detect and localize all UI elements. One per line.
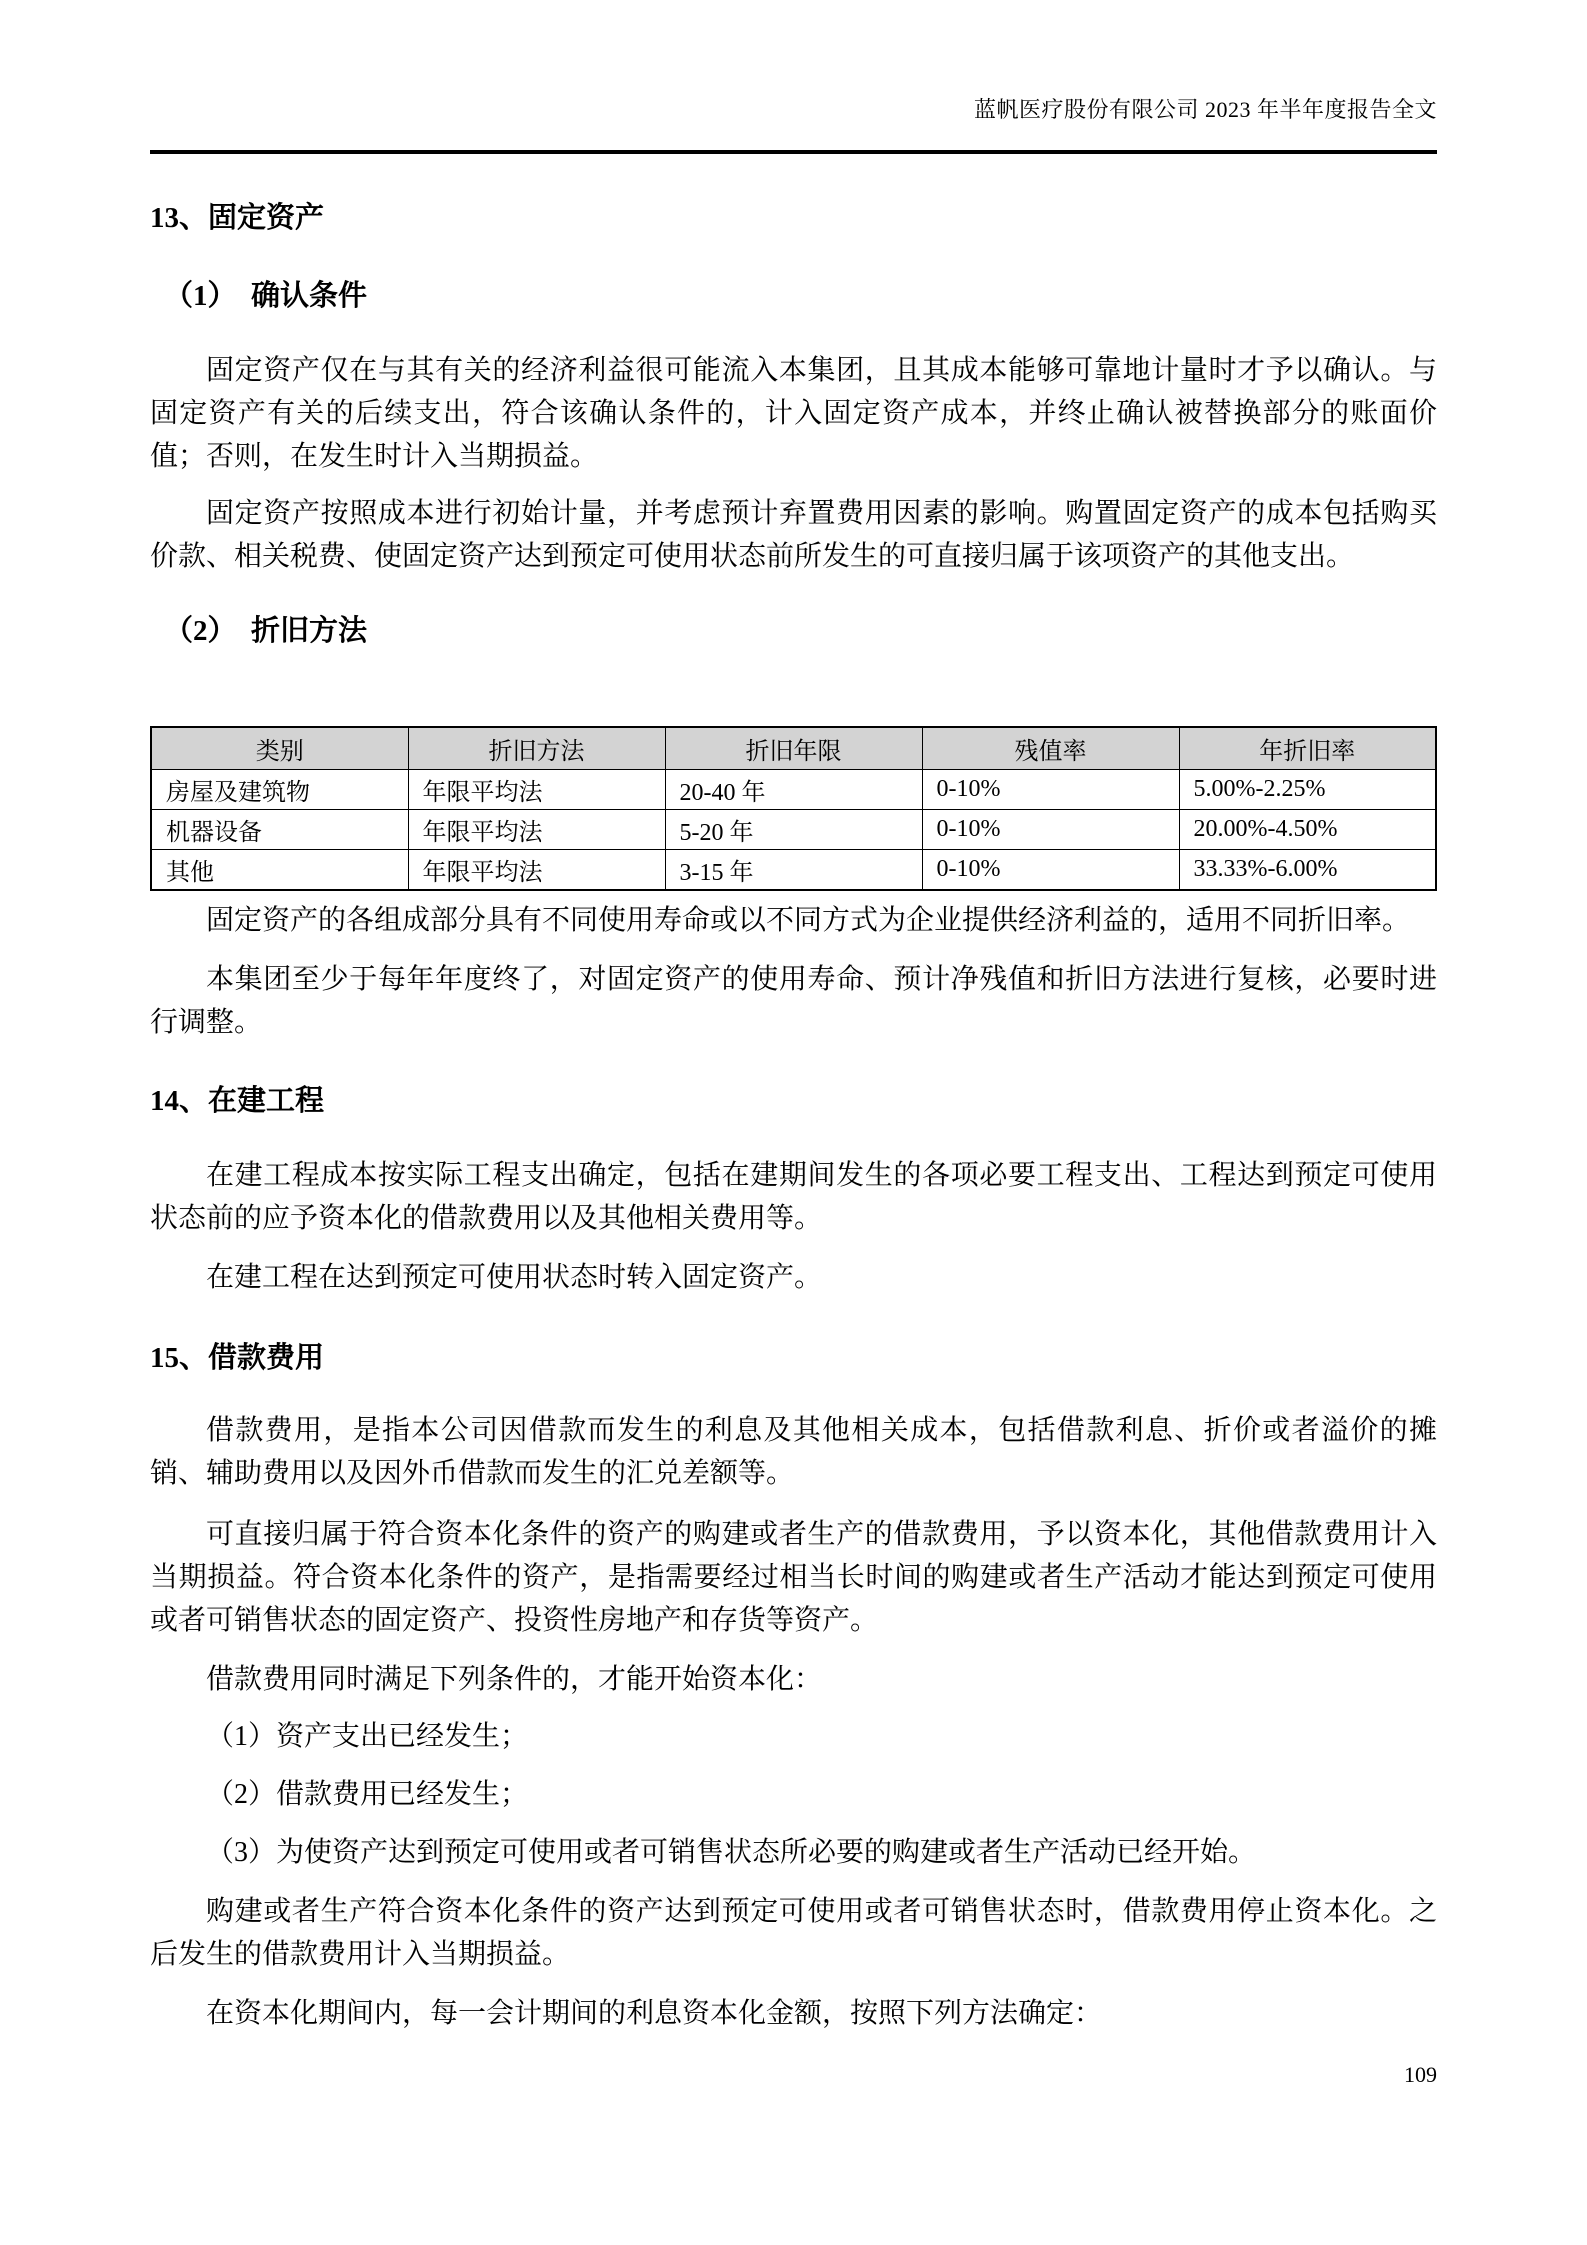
paragraph-depreciation-rates: 固定资产的各组成部分具有不同使用寿命或以不同方式为企业提供经济利益的，适用不同折旧率。 xyxy=(206,904,1411,936)
table-cell: 其他 xyxy=(151,849,408,890)
table-cell: 5-20 年 xyxy=(665,809,922,849)
paragraph-borrowing-cost-definition: 借款费用，是指本公司因借款而发生的利息及其他相关成本，包括借款利息、折价或者溢价的摊销、辅助费用以及因外币借款而发生的汇兑差额等。 xyxy=(150,1414,1437,1489)
list-item-condition-3: （3）为使资产达到预定可使用或者可销售状态所必要的购建或者生产活动已经开始。 xyxy=(206,1836,1257,1868)
paragraph-capitalization-scope: 可直接归属于符合资本化条件的资产的购建或者生产的借款费用，予以资本化，其他借款费用计入当期损益。符合资本化条件的资产，是指需要经过相当长时间的购建或者生产活动才能达到预定可使用或者可销售状态的固定资产、投资性房地产和存货等资产。 xyxy=(150,1518,1437,1636)
table-row xyxy=(151,849,1436,890)
table-cell: 机器设备 xyxy=(151,809,408,849)
table-row xyxy=(151,809,1436,849)
header-rule xyxy=(150,150,1437,154)
table-cell: 年限平均法 xyxy=(408,809,665,849)
report-header xyxy=(150,0,1437,123)
table-cell: 3-15 年 xyxy=(665,849,922,890)
table-cell: 0-10% xyxy=(922,769,1179,809)
paragraph-capitalization-conditions-intro: 借款费用同时满足下列条件的，才能开始资本化： xyxy=(206,1663,823,1695)
section-13-sub-1-heading: （1） 确认条件 xyxy=(164,280,368,312)
table-header-cell-category: 类别 xyxy=(151,727,408,769)
table-row xyxy=(151,769,1436,809)
table-header-cell-method: 折旧方法 xyxy=(408,727,665,769)
paragraph-cip-transfer: 在建工程在达到预定可使用状态时转入固定资产。 xyxy=(206,1261,823,1293)
section-15-heading: 15、借款费用 xyxy=(150,1341,325,1374)
section-13-heading: 13、固定资产 xyxy=(150,202,325,234)
table-header-cell-residual-rate: 残值率 xyxy=(922,727,1179,769)
section-14-heading: 14、在建工程 xyxy=(150,1084,325,1117)
section-13-sub-2-heading: （2） 折旧方法 xyxy=(164,615,368,647)
table-cell: 0-10% xyxy=(922,849,1179,890)
table-cell: 33.33%-6.00% xyxy=(1179,849,1436,890)
table-header-row xyxy=(151,727,1436,769)
table-cell: 20.00%-4.50% xyxy=(1179,809,1436,849)
list-item-condition-2: （2）借款费用已经发生； xyxy=(206,1778,529,1810)
paragraph-capitalization-stop: 购建或者生产符合资本化条件的资产达到预定可使用或者可销售状态时，借款费用停止资本化。之后发生的借款费用计入当期损益。 xyxy=(150,1895,1437,1970)
paragraph-interest-capitalization-method: 在资本化期间内，每一会计期间的利息资本化金额，按照下列方法确定： xyxy=(206,1997,1103,2029)
paragraph-cip-cost: 在建工程成本按实际工程支出确定，包括在建期间发生的各项必要工程支出、工程达到预定可使用状态前的应予资本化的借款费用以及其他相关费用等。 xyxy=(150,1159,1437,1234)
table-header-cell-annual-rate: 年折旧率 xyxy=(1179,727,1436,769)
table-header-cell-life: 折旧年限 xyxy=(665,727,922,769)
paragraph-fixed-asset-recognition: 固定资产仅在与其有关的经济利益很可能流入本集团，且其成本能够可靠地计量时才予以确认。与固定资产有关的后续支出，符合该确认条件的，计入固定资产成本，并终止确认被替换部分的账面价值；否则，在发生时计入当期损益。 xyxy=(150,355,1437,472)
report-header-title: 蓝帆医疗股份有限公司 2023 年半年度报告全文 xyxy=(973,97,1437,122)
depreciation-table xyxy=(150,726,1437,891)
page-content xyxy=(150,203,1437,2035)
table-cell: 房屋及建筑物 xyxy=(151,769,408,809)
table-cell: 年限平均法 xyxy=(408,769,665,809)
list-item-condition-1: （1）资产支出已经发生； xyxy=(206,1720,529,1752)
table-cell: 年限平均法 xyxy=(408,849,665,890)
paragraph-fixed-asset-measurement: 固定资产按照成本进行初始计量，并考虑预计弃置费用因素的影响。购置固定资产的成本包括购买价款、相关税费、使固定资产达到预定可使用状态前所发生的可直接归属于该项资产的其他支出。 xyxy=(150,498,1437,572)
table-cell: 0-10% xyxy=(922,809,1179,849)
page-number: 109 xyxy=(1404,2062,1437,2087)
paragraph-annual-review: 本集团至少于每年年度终了，对固定资产的使用寿命、预计净残值和折旧方法进行复核，必要时进行调整。 xyxy=(150,963,1437,1038)
table-cell: 5.00%-2.25% xyxy=(1179,769,1436,809)
table-cell: 20-40 年 xyxy=(665,769,922,809)
